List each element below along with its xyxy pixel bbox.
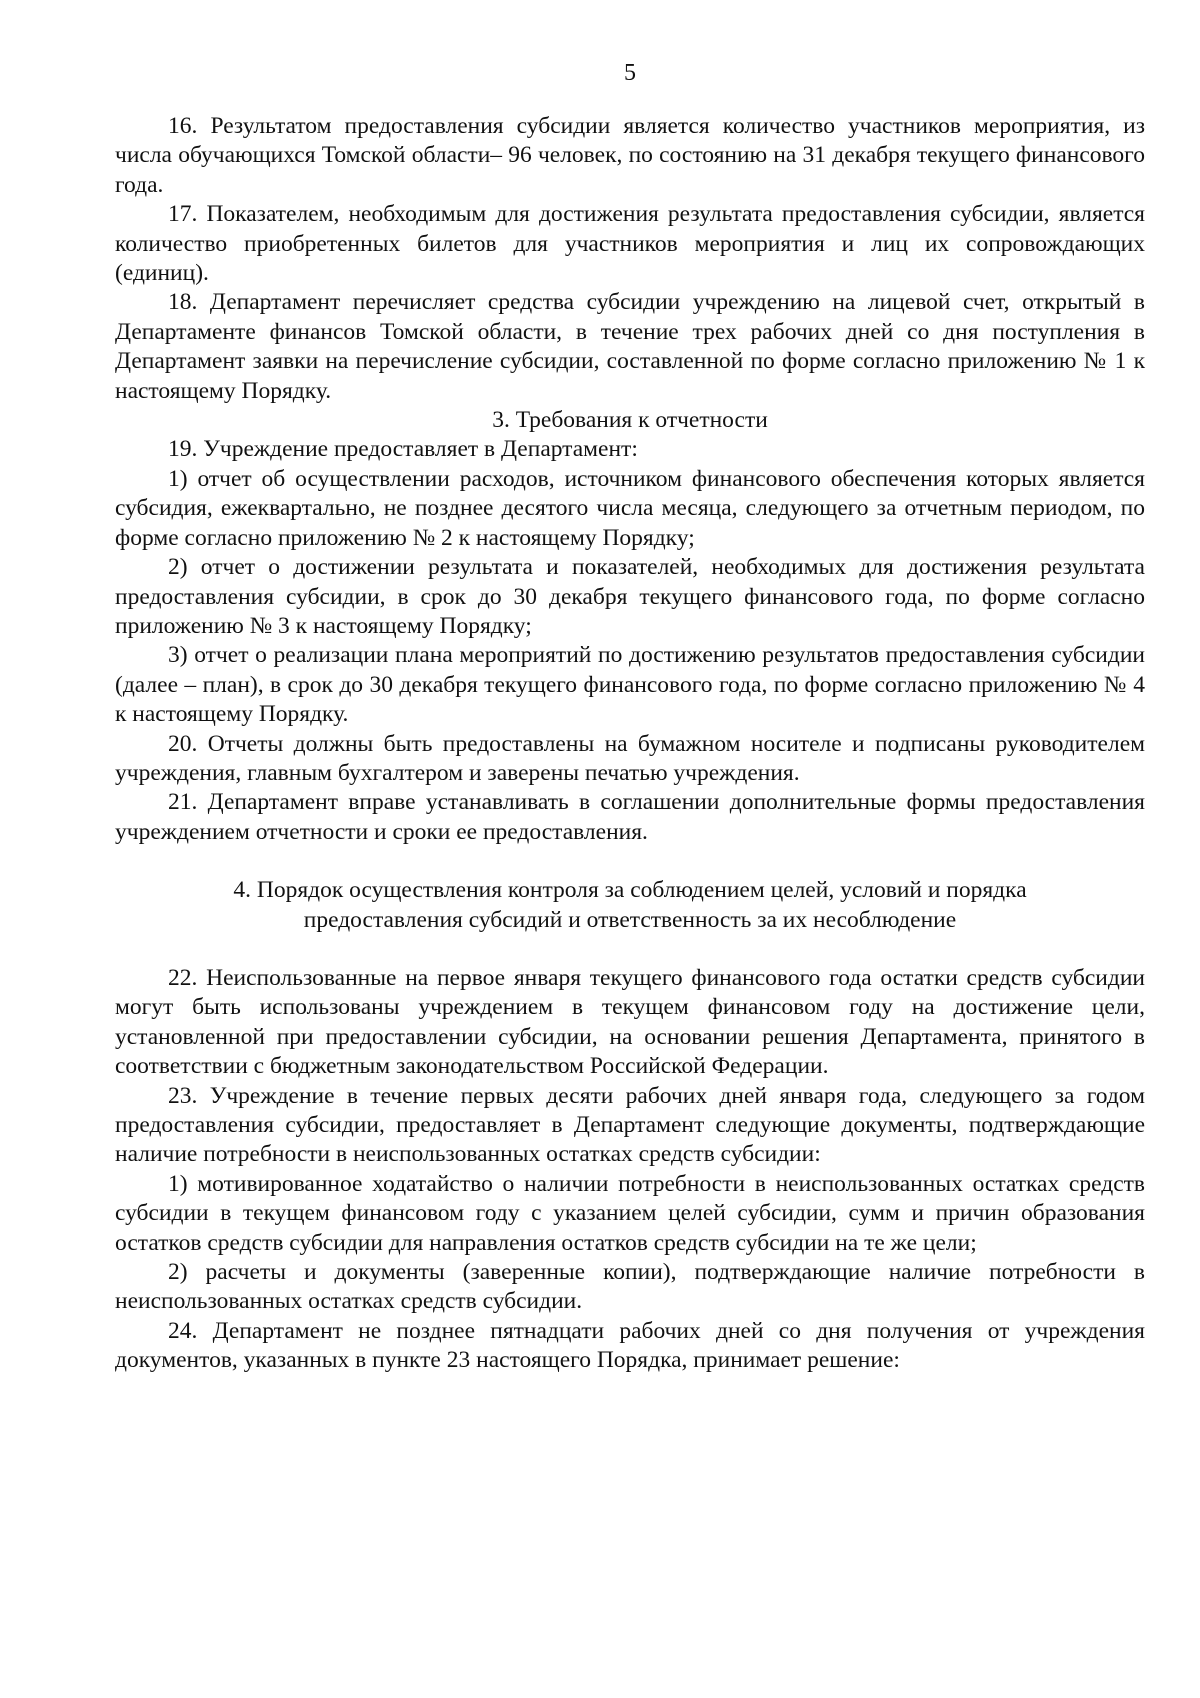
page-number: 5 <box>624 60 636 86</box>
paragraph-20: 20. Отчеты должны быть предоставлены на бумажном носителе и подписаны руководителем учреждения, главным бухгалтером и заверены печатью учреждения. <box>115 730 1145 786</box>
paragraph-24: 24. Департамент не позднее пятнадцати рабочих дней со дня получения от учреждения документов, указанных в пункте 23 настоящего Порядка, принимает решение: <box>115 1317 1145 1374</box>
paragraph-16: 16. Результатом предоставления субсидии является количество участников мероприятия, из числа обучающихся Томской области– 96 человек, по состоянию на 31 декабря текущего финансового года. <box>115 113 1145 198</box>
document-page <box>115 0 1145 1376</box>
document-body <box>115 112 1145 1376</box>
section-3-title: 3. Требования к отчетности <box>492 407 768 434</box>
section-4-title-line-1: 4. Порядок осуществления контроля за соблюдением целей, условий и порядка <box>233 877 1027 904</box>
paragraph-21: 21. Департамент вправе устанавливать в соглашении дополнительные формы предоставления учреждением отчетности и сроки ее предоставления. <box>115 789 1145 845</box>
paragraph-19: 19. Учреждение предоставляет в Департамент: <box>168 436 638 463</box>
section-4-title-line-2: предоставления субсидий и ответственность за их несоблюдение <box>303 906 957 933</box>
paragraph-23-item-2: 2) расчеты и документы (заверенные копии), подтверждающие наличие потребности в неиспользованных остатках средств субсидии. <box>115 1259 1145 1315</box>
paragraph-19-item-3: 3) отчет о реализации плана мероприятий по достижению результатов предоставления субсидии (далее – план), в срок до 30 декабря текущего финансового года, по форме согласно приложению № 4 к настоящему Порядку. <box>115 642 1145 728</box>
paragraph-23-item-1: 1) мотивированное ходатайство о наличии потребности в неиспользованных остатках средств субсидии в текущем финансовом году с указанием целей субсидии, сумм и причин образования остатков средств субсидии для направления остатков средств субсидии на те же цели; <box>115 1170 1145 1256</box>
paragraph-18: 18. Департамент перечисляет средства субсидии учреждению на лицевой счет, открытый в Департаменте финансов Томской области, в течение трех рабочих дней со дня поступления в Департамент заявки на перечисление субсидии, составленной по форме согласно приложению № 1 к настоящему Порядку. <box>115 289 1145 404</box>
paragraph-22: 22. Неиспользованные на первое января текущего финансового года остатки средств субсидии могут быть использованы учреждением в текущем финансовом году на достижение цели, установленной при предоставлении субсидии, на основании решения Департамента, принятого в соответствии с бюджетным законодательством Российской Федерации. <box>115 964 1145 1080</box>
paragraph-19-item-1: 1) отчет об осуществлении расходов, источником финансового обеспечения которых является субсидия, ежеквартально, не позднее десятого числа месяца, следующего за отчетным периодом, по форме согласно приложению № 2 к настоящему Порядку; <box>115 465 1145 551</box>
section-4-title <box>115 876 1145 935</box>
paragraph-17: 17. Показателем, необходимым для достижения результата предоставления субсидии, является количество приобретенных билетов для участников мероприятия и лиц их сопровождающих (единиц). <box>115 201 1145 287</box>
paragraph-19-item-2: 2) отчет о достижении результата и показателей, необходимых для достижения результата предоставления субсидии, в срок до 30 декабря текущего финансового года, по форме согласно приложению № 3 к настоящему Порядку; <box>115 554 1145 639</box>
paragraph-23: 23. Учреждение в течение первых десяти рабочих дней января года, следующего за годом предоставления субсидии, предоставляет в Департамент следующие документы, подтверждающие наличие потребности в неиспользованных остатках средств субсидии: <box>115 1082 1145 1168</box>
